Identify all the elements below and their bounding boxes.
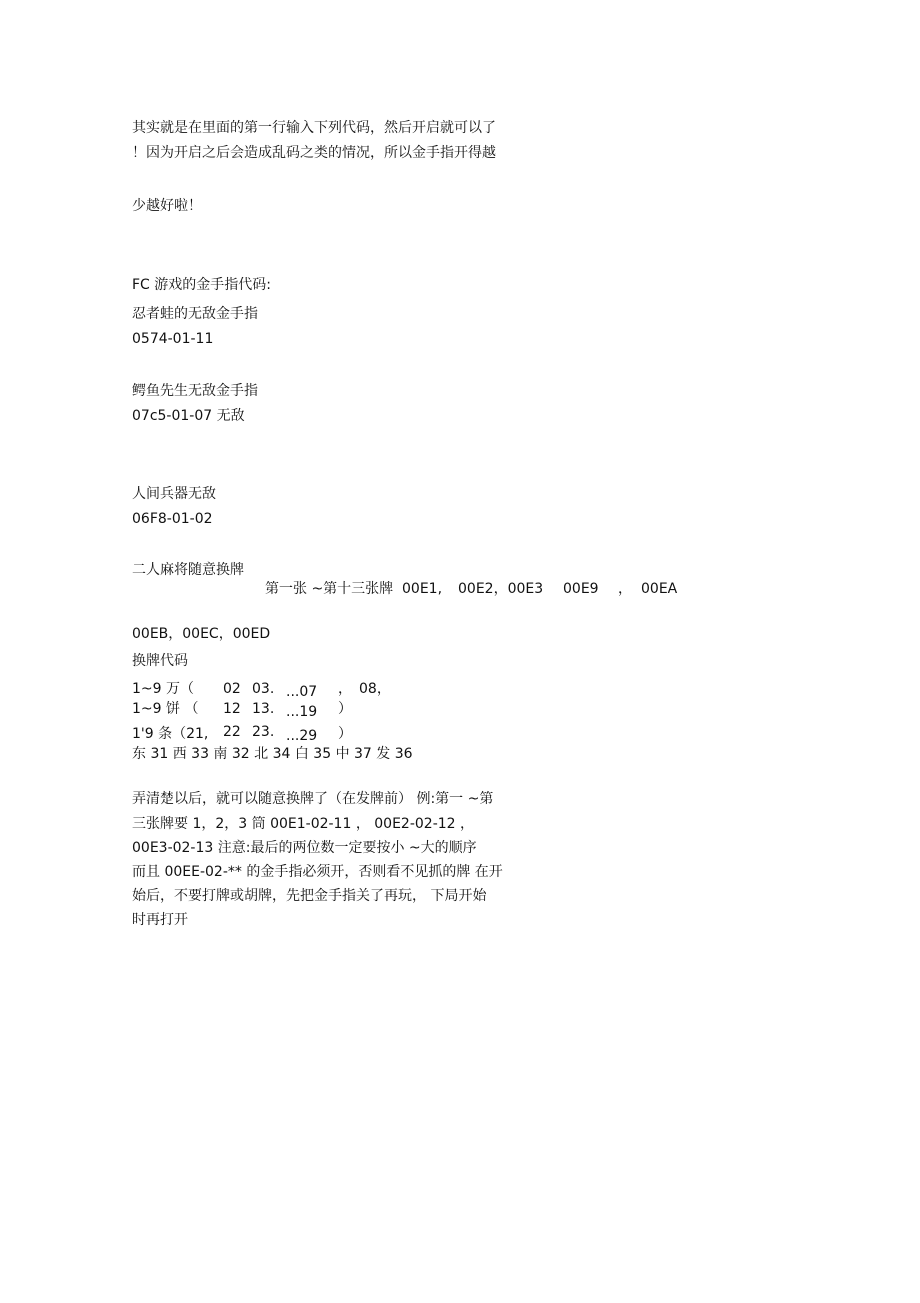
swap-row-code: ...19 bbox=[286, 704, 318, 720]
intro-line-1: 其实就是在里面的第一行输入下列代码，然后开启就可以了 bbox=[132, 120, 496, 136]
mahjong-line-2: 00EB，00EC，00ED bbox=[132, 626, 271, 642]
code-value-2: 07c5-01-07 无敌 bbox=[132, 408, 245, 424]
note-line: 而且 00EE-02-** 的金手指必须开，否则看不见抓的牌 在开 bbox=[132, 864, 503, 880]
swap-row-code: 02 bbox=[223, 681, 241, 697]
code-name-1: 忍者蛙的无敌金手指 bbox=[132, 306, 258, 322]
swap-row-code: ...29 bbox=[286, 728, 318, 744]
code-value-3: 06F8-01-02 bbox=[132, 511, 213, 527]
swap-row-code: 12 bbox=[223, 701, 241, 717]
swap-title: 换牌代码 bbox=[132, 653, 188, 669]
swap-row-code: 03. bbox=[252, 681, 275, 697]
range-label: 第一张 ~第十三张牌 bbox=[265, 581, 394, 597]
swap-row-code: 13. bbox=[252, 701, 275, 717]
note-line: 00E3-02-13 注意:最后的两位数一定要按小 ~大的顺序 bbox=[132, 840, 477, 856]
swap-row-punct: ） bbox=[338, 726, 352, 742]
range-code-4: 00EA bbox=[641, 581, 678, 597]
swap-row-label: 1'9 条（21, bbox=[132, 726, 209, 742]
range-code-3: 00E9 bbox=[563, 581, 599, 597]
range-code-1: 00E1, bbox=[402, 581, 443, 597]
swap-row-label: 1~9 万（ bbox=[132, 681, 194, 697]
note-line: 始后，不要打牌或胡牌，先把金手指关了再玩， 下局开始 bbox=[132, 888, 487, 904]
swap-row-punct: ， bbox=[338, 681, 352, 697]
note-line: 时再打开 bbox=[132, 912, 188, 928]
swap-row-code: 23. bbox=[252, 724, 275, 740]
range-code-2: 00E2，00E3 bbox=[458, 581, 544, 597]
note-line: 弄清楚以后，就可以随意换牌了（在发牌前） 例:第一 ~第 bbox=[132, 791, 494, 807]
swap-row-code: 08， bbox=[359, 681, 391, 697]
swap-row-label: 1~9 饼 （ bbox=[132, 701, 199, 717]
range-comma: ， bbox=[618, 581, 632, 597]
intro-line-3: 少越好啦！ bbox=[132, 198, 202, 214]
intro-line-2: ！因为开启之后会造成乱码之类的情况，所以金手指开得越 bbox=[132, 145, 496, 161]
mahjong-title: 二人麻将随意换牌 bbox=[132, 562, 244, 578]
fc-header: FC 游戏的金手指代码: bbox=[132, 277, 271, 293]
note-line: 三张牌要 1，2，3 筒 00E1-02-11 ， 00E2-02-12 ， bbox=[132, 816, 475, 832]
swap-row-code: ...07 bbox=[286, 684, 318, 700]
code-name-3: 人间兵器无敌 bbox=[132, 486, 216, 502]
honors-line: 东 31 西 33 南 32 北 34 白 35 中 37 发 36 bbox=[132, 746, 413, 762]
swap-row-punct: ） bbox=[338, 701, 352, 717]
swap-row-code: 22 bbox=[223, 724, 241, 740]
code-name-2: 鳄鱼先生无敌金手指 bbox=[132, 383, 258, 399]
code-value-1: 0574-01-11 bbox=[132, 331, 214, 347]
